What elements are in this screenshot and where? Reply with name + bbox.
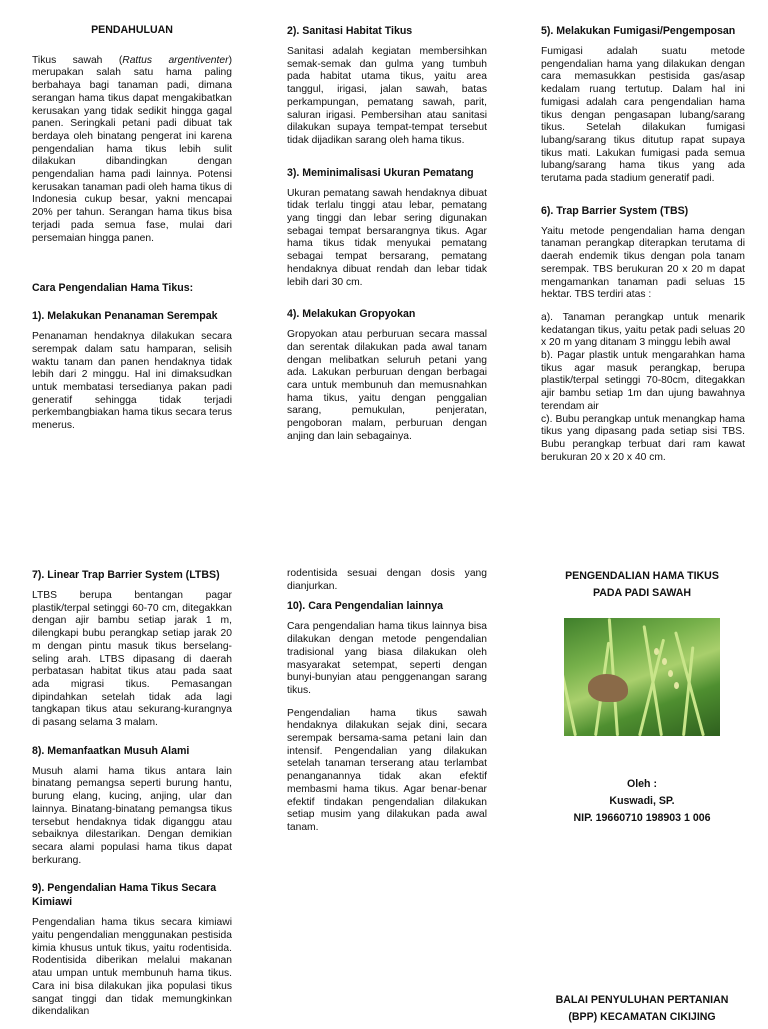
spacer [520,752,764,776]
section-1-body: Penanaman hendaknya dilakukan secara serempak dalam satu hamparan, selisih waktu tanam dan panen hendaknya tidak lebih dari 2 minggu. Hal ini dimaksudkan untuk membatasi tersedianya pakan padi generatif sehingga tidak terjadi perkembangbiakan hama tikus secara terus menerus. [32,331,232,432]
spacer [32,255,232,281]
section-1-heading: 1). Melakukan Penanaman Serempak [32,310,218,323]
spacer [287,158,487,166]
section-6-body: Yaitu metode pengendalian hama dengan tanaman perangkap diterapkan terutama di daerah endemik tikus dengan pola tanam serempak. TBS berukuran 20 x 20 m dapat mengamankan tanaman padi seluas 15 hektar. TBS terdiri atas : [541,225,745,301]
section-10-body-1: Cara pengendalian hama tikus lainnya bisa dilakukan dengan metode pengendalian tradisional yang biasa dilakukan oleh masyarakat setempat, seperti dengan bunyi-bunyian atau penggenangan sarang tikus. [287,621,487,696]
section-5-body: Fumigasi adalah suatu metode pengendalian hama yang dilakukan dengan cara memasukkan pestisida gas/asap kedalam ruang tertutup. Dalam hal ini fumigasi adalah cara pengendalian hama tikus dengan pengasapan lubang/sarang tikus. Setelah dilakukan fumigasi lubang/sarang tikus ditutup rapat supaya tikus mati. Lakukan fumigasi pada semua lubang/sarang hama tikus yang ada terutama pada stadium generatif padi. [541,46,745,185]
section-6-item-b: b). Pagar plastik untuk mengarahkan hama tikus agar masuk perangkap, berupa plastik/terpal setinggi 70-80cm, ditegakkan ajir bambu setiap 1m dan ujung bawahnya terendam air [541,350,745,412]
section-7-heading: 7). Linear Trap Barrier System (LTBS) [32,569,220,581]
section-7-body: LTBS berupa bentangan pagar plastik/terpal setinggi 60-70 cm, ditegakkan dengan ajir bambu setiap jarak 1 m, dilengkapi bubu perangkap setiap jarak 20 m dengan pintu masuk tikus berselang-seling arah. LTBS dipasang di daerah perbatasan habitat tikus atau pada saat ada migrasi tikus. Pemasangan dipindahkan setelah tidak ada lagi tangkapan tikus atau sekurang-kurangnya di pasang selama 3 malam. [32,590,232,729]
section-6-heading: 6). Trap Barrier System (TBS) [541,204,689,217]
section-8-heading: 8). Memanfaatkan Musuh Alami [32,744,190,757]
org-line-1: BALAI PENYULUHAN PERTANIAN [555,994,729,1006]
panel-introduction [32,24,232,443]
section-9-body: Pengendalian hama tikus secara kimiawi yaitu pengendalian menggunakan pestisida kimia khusus untuk tikus, yaitu rodentisida. Rodentisida diberikan melalui makanan atau umpan untuk membunuh hama tikus. Cara ini bisa dilakukan jika populasi tikus sangat tinggi dan tidak memungkinkan dikendalikan [32,917,232,1018]
section-3-heading: 3). Meminimalisasi Ukuran Pematang [287,166,474,179]
section-10-body-2: Pengendalian hama tikus sawah hendaknya dilakukan sejak dini, secara serempak bersama-sama petani lain dan intensif. Pengendalian yang dilakukan setelah tanaman terserang atau terlambat penanganannya tidak akan efektif membasmi hama tikus. Agar benar-benar efektif tindakan pengendalian dilakukan setiap musim yang dilakukan pada awal tanam. [287,707,487,833]
author-name: Kuswadi, SP. [609,795,675,807]
spacer [541,196,745,204]
section-3-body: Ukuran pematang sawah hendaknya dibuat tidak terlalu tinggi atau lebar, pematang yang tinggi dan lebar sering digunakan sebagai tempat bersarangnya tikus. Agar hama tikus tidak menyukai pematang sebagai tempat bersarang, pematang hendaknya dibuat rendah dan lebar tidak lebih dari 30 cm. [287,187,487,288]
section-6-item-c: c). Bubu perangkap untuk menangkap hama tikus yang dipasang pada setiap sisi TBS. Bubu perangkap terbuat dari ram kawat berukuran 20 x 20 x 40 cm. [541,413,745,463]
section-4-heading: 4). Melakukan Gropyokan [287,308,416,321]
panel-sections-7-9 [32,568,232,1029]
author-nip: NIP. 19660710 198903 1 006 [573,812,711,824]
section-8-body: Musuh alami hama tikus antara lain binatang pemangsa seperti burung hantu, burung elang, kucing, anjing, ular dan lainnya. Binatang-binatang pemangsa tikus tersebut hendaknya tidak diganggu atau sebaiknya dilestarikan. Dengan demikian secara alami populasi hama tikus dapat berkurang. [32,765,232,866]
intro-title: PENDAHULUAN [91,24,173,36]
panel-section-10 [287,568,487,845]
cover-title [520,568,764,602]
section-6-item-a: a). Tanaman perangkap untuk menarik kedatangan tikus, yaitu petak padi seluas 20 x 20 m yang ditanam 3 minggu lebih awal [541,311,745,349]
methods-heading: Cara Pengendalian Hama Tikus: [32,282,194,295]
rat-shape [588,674,628,702]
panel-cover [520,568,764,827]
intro-text-pre: Tikus sawah ( [32,54,123,66]
section-9-heading: 9). Pengendalian Hama Tikus Secara Kimiawi [32,882,217,909]
section-9-continued: rodentisida sesuai dengan dosis yang dianjurkan. [287,568,487,592]
section-4-body: Gropyokan atau perburuan secara massal dan serentak dilakukan pada awal tanam dengan melibatkan seluruh petani yang ada. Lakukan perburuan dengan berbagai cara untuk membunuh dan memusnahkan hama tikus, yaitu dengan penggalian sarang, pemukulan, penjeratan, pengoboran malam, perburuan dengan anjing dan lain sebagainya. [287,329,487,442]
author-block [520,776,764,827]
section-5-heading: 5). Melakukan Fumigasi/Pengemposan [541,25,736,37]
org-line-2: (BPP) KECAMATAN CIKIJING [568,1011,716,1023]
intro-paragraph [32,55,232,246]
intro-text-post: ) merupakan salah satu hama paling berbahaya bagi tanaman padi, dimana serangan hama tikus dapat mengakibatkan kerusakan yang tidak sedikit hingga gagal panen. Seringkali petani padi dibuat tak berdaya oleh binatang pengerat ini karena pengendalian hama tikus lebih sulit dilakukan dibandingkan dengan pengendalian hama padi lainnya. Potensi kerusakan tanaman padi oleh hama tikus di Indonesia cukup besar, yakni mencapai 20% per tahun. Serangan hama tikus bisa terjadi pada semua fase, mulai dari persemaian hingga panen. [32,54,232,244]
intro-species: Rattus argentiventer [122,54,229,66]
cover-title-line-1: PENGENDALIAN HAMA TIKUS [565,570,719,582]
cover-title-line-2: PADA PADI SAWAH [592,587,692,599]
section-10-heading: 10). Cara Pengendalian lainnya [287,600,444,613]
organization-block [520,992,764,1026]
panel-sections-2-4 [287,24,487,454]
spacer [287,299,487,307]
panel-sections-5-6 [541,24,745,474]
author-label: Oleh : [626,778,658,790]
section-2-body: Sanitasi adalah kegiatan membersihkan semak-semak dan gulma yang tumbuh pada habitat utama tikus, yaitu area tanggul, irigasi, jalan sawah, batas perkampungan, pematang sawah, parit, saluran irigasi. Pembersihan atau sanitasi dilakukan supaya tempat-tempat tersebut tidak dijadikan sarang oleh hama tikus. [287,46,487,146]
rice-field-rat-photo [564,618,720,736]
section-2-heading: 2). Sanitasi Habitat Tikus [287,25,413,37]
